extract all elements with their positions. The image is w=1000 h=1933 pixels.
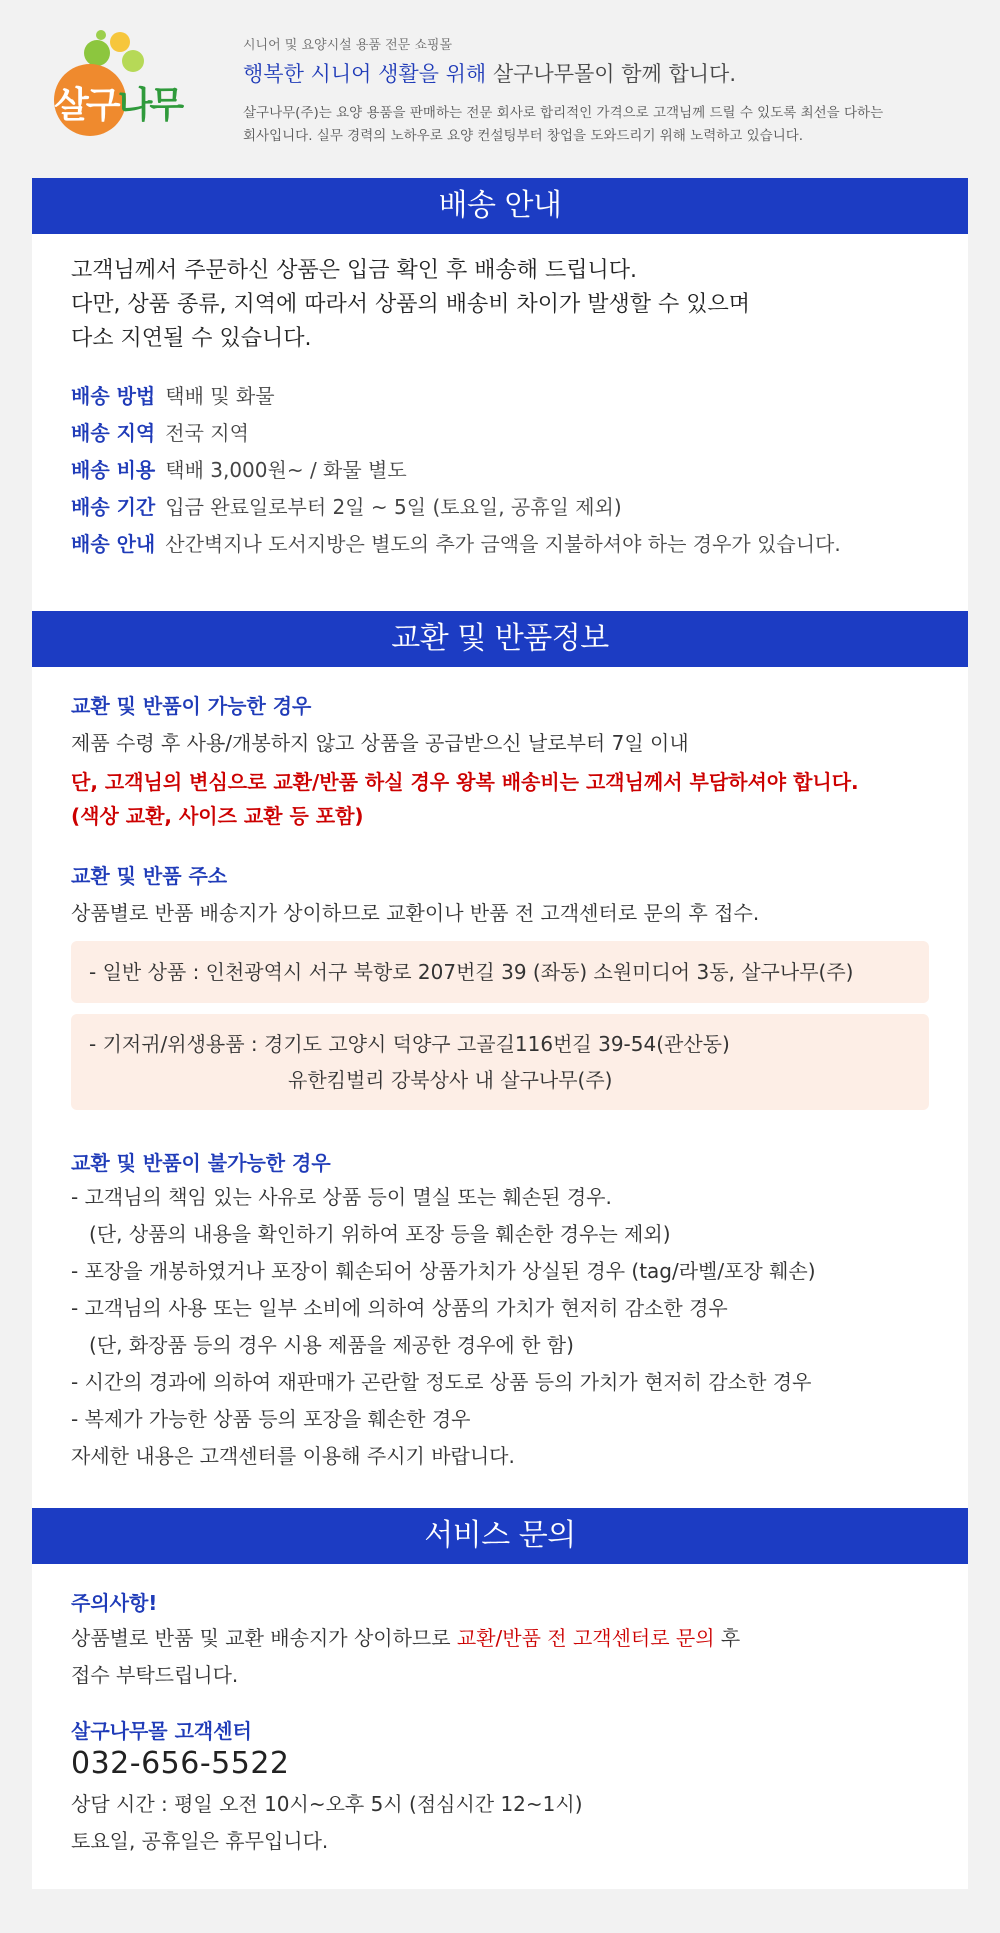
notice-text: 상품별로 반품 및 교환 배송지가 상이하므로	[71, 1626, 457, 1650]
service-notice-heading: 주의사항!	[71, 1591, 158, 1615]
exchange-address-heading: 교환 및 반품 주소	[71, 864, 228, 888]
service-hours: 상담 시간 : 평일 오전 10시~오후 5시 (점심시간 12~1시)	[71, 1792, 583, 1816]
service-notice-line	[71, 1620, 740, 1657]
section-title-exchange: 교환 및 반품정보	[32, 611, 968, 667]
service-notice-line: 접수 부탁드립니다.	[71, 1663, 239, 1687]
impossible-item: 자세한 내용은 고객센터를 이용해 주시기 바랍니다.	[71, 1444, 515, 1468]
exchange-possible-heading: 교환 및 반품이 가능한 경우	[71, 694, 312, 718]
shipping-intro-line: 다만, 상품 종류, 지역에 따라서 상품의 배송비 차이가 발생할 수 있으며	[71, 292, 750, 317]
row-value: 전국 지역	[165, 421, 249, 445]
row-label: 배송 안내	[71, 532, 156, 556]
salgunamu-logo[interactable]	[52, 30, 202, 150]
header-description	[243, 102, 943, 148]
logo-dot	[110, 32, 130, 52]
exchange-possible-text: 제품 수령 후 사용/개봉하지 않고 상품을 공급받으신 날로부터 7일 이내	[71, 731, 689, 755]
impossible-item: - 고객님의 사용 또는 일부 소비에 의하여 상품의 가치가 현저히 감소한 경우	[71, 1296, 728, 1320]
row-label: 배송 방법	[71, 384, 156, 408]
row-value: 입금 완료일로부터 2일 ~ 5일 (토요일, 공휴일 제외)	[165, 495, 622, 519]
impossible-item: - 포장을 개봉하였거나 포장이 훼손되어 상품가치가 상실된 경우 (tag/라벨/포장 훼손)	[71, 1259, 816, 1283]
section-title-service: 서비스 문의	[32, 1508, 968, 1564]
header-title-highlight: 행복한 시니어 생활을 위해	[243, 62, 487, 86]
header-title	[243, 58, 736, 88]
exchange-warning-line: 단, 고객님의 변심으로 교환/반품 하실 경우 왕복 배송비는 고객님께서 부담하셔야 합니다.	[71, 770, 859, 794]
notice-text: 후	[714, 1626, 741, 1650]
header-desc-line: 회사입니다. 실무 경력의 노하우로 요양 컨설팅부터 창업을 도와드리기 위해 노력하고 있습니다.	[243, 128, 804, 144]
exchange-address-text: 상품별로 반품 배송지가 상이하므로 교환이나 반품 전 고객센터로 문의 후 접수.	[71, 901, 760, 925]
address-box-hygiene	[71, 1014, 929, 1110]
shipping-row-period	[71, 491, 622, 520]
row-label: 배송 비용	[71, 458, 156, 482]
exchange-warning	[71, 765, 859, 833]
exchange-warning-line: (색상 교환, 사이즈 교환 등 포함)	[71, 804, 364, 828]
exchange-impossible-list	[71, 1179, 816, 1475]
logo-wordmark: 살구나무	[54, 85, 182, 126]
shipping-intro	[71, 254, 750, 356]
row-label: 배송 기간	[71, 495, 156, 519]
row-label: 배송 지역	[71, 421, 156, 445]
row-value: 택배 및 화물	[165, 384, 275, 408]
customer-center-heading: 살구나무몰 고객센터	[71, 1719, 252, 1743]
section-title-shipping: 배송 안내	[32, 178, 968, 234]
address-box-general	[71, 941, 929, 1003]
shipping-row-method	[71, 380, 275, 409]
address-hygiene-line: 유한킴벌리 강북상사 내 살구나무(주)	[288, 1068, 613, 1092]
logo-dot	[122, 50, 144, 72]
address-hygiene-line: - 기저귀/위생용품 : 경기도 고양시 덕양구 고골길116번길 39-54(관산동)	[89, 1032, 730, 1056]
notice-highlight: 교환/반품 전 고객센터로 문의	[456, 1626, 715, 1650]
page-header	[0, 0, 1000, 178]
header-desc-line: 살구나무(주)는 요양 용품을 판매하는 전문 회사로 합리적인 가격으로 고객님께 드릴 수 있도록 최선을 다하는	[243, 105, 884, 121]
header-tagline: 시니어 및 요양시설 용품 전문 쇼핑몰	[243, 38, 453, 53]
row-value: 산간벽지나 도서지방은 별도의 추가 금액을 지불하셔야 하는 경우가 있습니다.	[165, 532, 841, 556]
shipping-intro-line: 고객님께서 주문하신 상품은 입금 확인 후 배송해 드립니다.	[71, 258, 637, 283]
shipping-row-notice	[71, 528, 841, 557]
logo-dot	[96, 30, 106, 40]
customer-center-hours	[71, 1786, 583, 1860]
shipping-row-cost	[71, 454, 407, 483]
impossible-item: - 시간의 경과에 의하여 재판매가 곤란할 정도로 상품 등의 가치가 현저히 감소한 경우	[71, 1370, 812, 1394]
exchange-impossible-heading: 교환 및 반품이 불가능한 경우	[71, 1151, 331, 1175]
customer-center-phone[interactable]: 032-656-5522	[71, 1746, 290, 1781]
address-general: - 일반 상품 : 인천광역시 서구 북항로 207번길 39 (좌동) 소원미디어 3동, 살구나무(주)	[89, 960, 854, 984]
logo-dot	[84, 40, 110, 66]
header-title-rest: 살구나무몰이 함께 합니다.	[486, 62, 737, 86]
row-value: 택배 3,000원~ / 화물 별도	[165, 458, 407, 482]
service-notice-text	[71, 1620, 740, 1694]
impossible-item: (단, 화장품 등의 경우 시용 제품을 제공한 경우에 한 함)	[89, 1333, 574, 1357]
shipping-intro-line: 다소 지연될 수 있습니다.	[71, 326, 312, 351]
impossible-item: - 복제가 가능한 상품 등의 포장을 훼손한 경우	[71, 1407, 471, 1431]
impossible-item: - 고객님의 책임 있는 사유로 상품 등이 멸실 또는 훼손된 경우.	[71, 1185, 612, 1209]
service-closed: 토요일, 공휴일은 휴무입니다.	[71, 1829, 329, 1853]
impossible-item: (단, 상품의 내용을 확인하기 위하여 포장 등을 훼손한 경우는 제외)	[89, 1222, 671, 1246]
shipping-row-area	[71, 417, 249, 446]
